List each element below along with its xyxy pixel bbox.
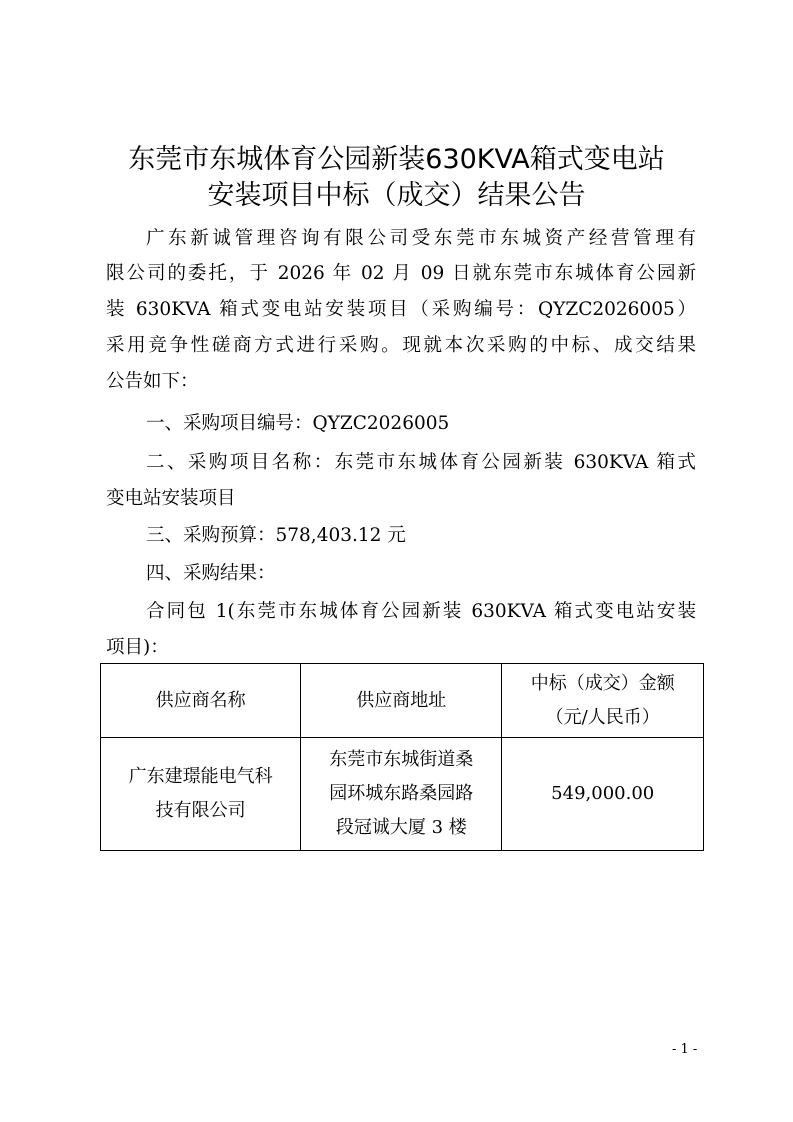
package-line-2: 项目)：	[106, 637, 169, 658]
cell-supplier-address: 东莞市东城街道桑 园环城东路桑园路 段冠诚大厦 3 楼	[301, 738, 502, 851]
results-table	[100, 663, 704, 851]
page-number: - 1 -	[672, 1042, 698, 1057]
title-line-1: 东莞市东城体育公园新装630KVA箱式变电站	[128, 144, 665, 175]
cell-supplier-name: 广东建璟能电气科 技有限公司	[101, 738, 301, 851]
section-results: 四、采购结果：	[146, 563, 276, 584]
intro-line-1: 广东新诚管理咨询有限公司受东莞市东城资产经营管理有	[146, 228, 696, 249]
intro-line-3: 装 630KVA 箱式变电站安装项目（采购编号：QYZC2026005）	[106, 299, 696, 320]
header-amount: 中标（成交）金额 （元/人民币）	[502, 664, 704, 738]
intro-line-2: 限公司的委托，于 2026 年 02 月 09 日就东莞市东城体育公园新	[106, 263, 696, 284]
section-budget: 三、采购预算：578,403.12 元	[146, 525, 406, 546]
section-project-name-line-2: 变电站安装项目	[106, 488, 236, 509]
title-line-2: 安装项目中标（成交）结果公告	[207, 180, 586, 211]
table-row	[101, 738, 704, 851]
cell-amount: 549,000.00	[502, 738, 704, 851]
section-project-name-line-1: 二、采购项目名称：东莞市东城体育公园新装 630KVA 箱式	[146, 452, 696, 473]
section-project-number: 一、采购项目编号：QYZC2026005	[146, 413, 450, 434]
header-supplier-address: 供应商地址	[301, 664, 502, 738]
header-supplier-name: 供应商名称	[101, 664, 301, 738]
table-header-row	[101, 664, 704, 738]
package-line-1: 合同包 1(东莞市东城体育公园新装 630KVA 箱式变电站安装	[146, 601, 696, 622]
intro-line-5: 公告如下：	[106, 371, 199, 392]
intro-line-4: 采用竞争性磋商方式进行采购。现就本次采购的中标、成交结果	[106, 335, 696, 356]
